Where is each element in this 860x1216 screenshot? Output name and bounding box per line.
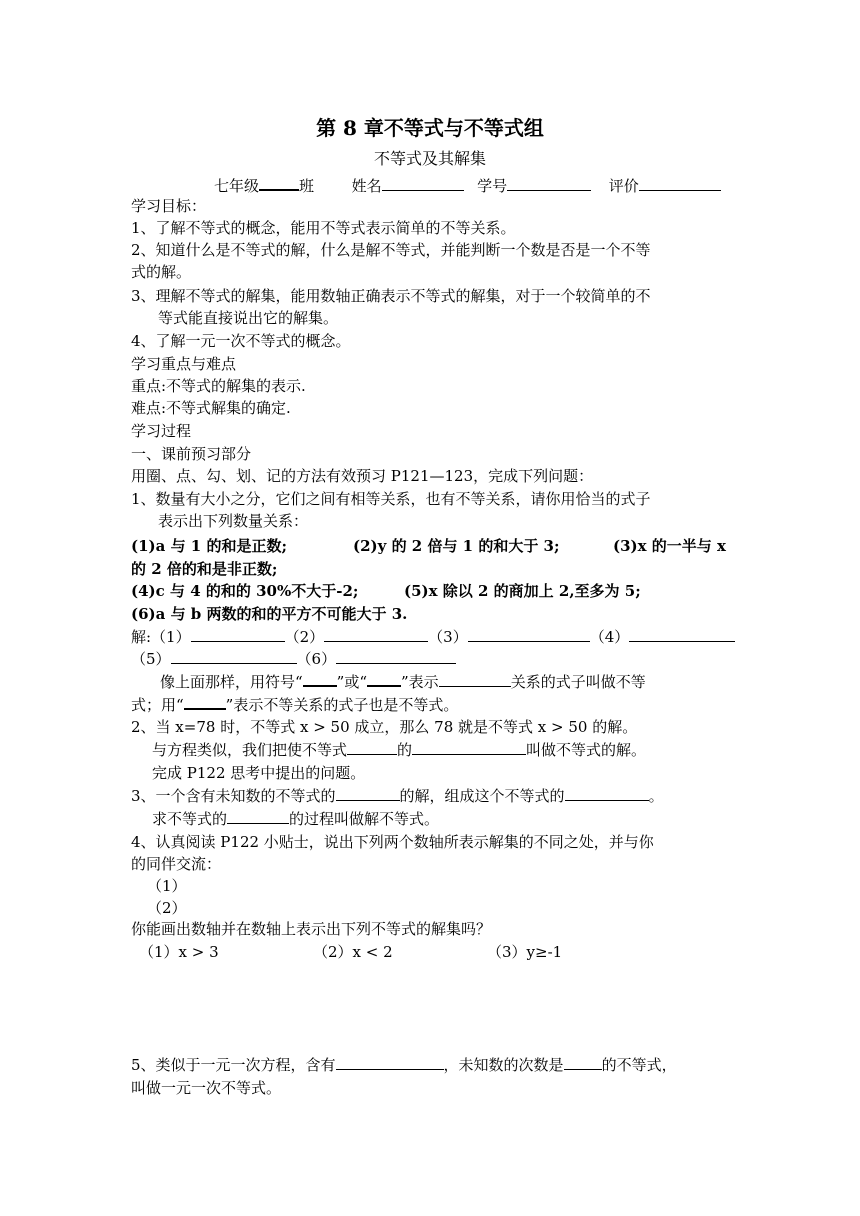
symbol-text-3: ”表示: [401, 673, 439, 691]
page-title: 第 8 章不等式与不等式组: [316, 116, 544, 140]
answer-label-3: （3）: [428, 628, 468, 646]
part-1-heading: 一、课前预习部分: [131, 445, 252, 463]
q5-blank-2[interactable]: [564, 1054, 602, 1070]
q1-item-5: (5)x 除以 2 的商加上 2,至多为 5;: [404, 582, 641, 600]
q3-text-a: 3、一个含有未知数的不等式的: [131, 787, 336, 805]
q5-line-2: 叫做一元一次不等式。: [131, 1079, 282, 1097]
answer-label-5: （5）: [131, 650, 171, 668]
q2-text-b: 的: [397, 741, 413, 759]
goals-heading: 学习目标：: [131, 197, 207, 215]
answer-blank-5[interactable]: [171, 648, 297, 664]
answer-blank-2[interactable]: [324, 626, 428, 642]
q5-text-b: ，未知数的次数是: [443, 1056, 564, 1074]
q3-line-1: [131, 785, 664, 807]
q3-text-d: 求不等式的: [152, 810, 228, 828]
symbol-text-4: 关系的式子叫做不等: [510, 673, 646, 691]
id-blank[interactable]: [507, 175, 591, 191]
symbol-text-2: ”或“: [336, 673, 368, 691]
q3-text-e: 的过程叫做解不等式。: [289, 810, 440, 828]
grade-label: 七年级: [214, 177, 260, 195]
q2-text-c: 叫做不等式的解。: [526, 741, 647, 759]
goal-2-cont: 式的解。: [131, 263, 192, 281]
symbol-text-6: ”表示不等关系的式子也是不等式。: [225, 696, 459, 714]
q5-line-1: [131, 1054, 677, 1076]
q1-item-3-cont: 的 2 倍的和是非正数;: [131, 560, 278, 578]
q1-item-4: (4)c 与 4 的和的 30%不大于-2;: [131, 582, 359, 600]
answer-label-4: （4）: [589, 628, 630, 646]
q3-text-c: 。: [648, 787, 664, 805]
focus-hard: 难点:不等式解集的确定.: [131, 399, 291, 417]
q1-item-6: (6)a 与 b 两数的和的平方不可能大于 3.: [131, 605, 408, 623]
focus-key: 重点:不等式的解集的表示.: [131, 377, 306, 395]
q3-blank-1[interactable]: [336, 785, 400, 801]
q5-blank-1[interactable]: [336, 1054, 444, 1070]
goal-3-cont: 等式能直接说出它的解集。: [158, 309, 339, 327]
symbol-sentence-line-2: [131, 693, 458, 716]
q1-line-1: 1、数量有大小之分，它们之间有相等关系，也有不等关系，请你用恰当的式子: [131, 490, 651, 508]
q1-line-2: 表示出下列数量关系：: [158, 512, 309, 530]
q1-item-3: (3)x 的一半与 x: [613, 537, 726, 555]
q4-exercise-3: （3）y≥-1: [487, 943, 563, 961]
symbol-sentence-line-1: [160, 670, 646, 693]
q2-line-2: [152, 739, 646, 761]
student-info-line: [214, 174, 721, 197]
q1-answers-line-2: [131, 648, 456, 670]
class-label: 班: [299, 177, 315, 195]
symbol-text-5: 式；用“: [131, 696, 184, 714]
goal-2: 2、知道什么是不等式的解，什么是解不等式，并能判断一个数是否是一个不等: [131, 241, 651, 259]
q1-item-2: (2)y 的 2 倍与 1 的和大于 3;: [353, 537, 560, 555]
q1-answers-line-1: [131, 626, 735, 648]
q3-text-b: 的解，组成这个不等式的: [399, 787, 565, 805]
goal-3: 3、理解不等式的解集，能用数轴正确表示不等式的解集，对于一个较简单的不: [131, 287, 651, 305]
name-blank[interactable]: [382, 175, 464, 191]
q4-exercise-1: （1）x > 3: [139, 943, 219, 961]
q5-text-a: 5、类似于一元一次方程，含有: [131, 1056, 336, 1074]
preview-intro: 用圈、点、勾、划、记的方法有效预习 P121—123，完成下列问题：: [131, 467, 594, 485]
answer-blank-4[interactable]: [629, 626, 735, 642]
q4-exercise-2: （2）x < 2: [313, 943, 393, 961]
answer-label-6: （6）: [296, 650, 337, 668]
eval-label: 评价: [608, 177, 639, 195]
answer-label-2: （2）: [284, 628, 325, 646]
goal-1: 1、了解不等式的概念，能用不等式表示简单的不等关系。: [131, 219, 516, 237]
q5-text-c: 的不等式，: [601, 1056, 677, 1074]
q4-part-1: （1）: [147, 877, 187, 895]
q2-line-3: 完成 P122 思考中提出的问题。: [152, 764, 366, 782]
answer-blank-3[interactable]: [468, 626, 590, 642]
focus-heading: 学习重点与难点: [131, 355, 237, 373]
q3-blank-3[interactable]: [227, 808, 289, 824]
q2-text-a: 与方程类似，我们把使不等式: [152, 741, 348, 759]
q2-blank-1[interactable]: [347, 739, 397, 755]
process-heading: 学习过程: [131, 422, 192, 440]
q1-item-1: (1)a 与 1 的和是正数;: [131, 537, 287, 555]
q3-blank-2[interactable]: [565, 785, 649, 801]
name-label: 姓名: [351, 177, 382, 195]
symbol-blank-2[interactable]: [367, 670, 401, 687]
q4-line-1: 4、认真阅读 P122 小贴士，说出下列两个数轴所表示解集的不同之处，并与你: [131, 833, 654, 851]
q2-line-1: 2、当 x=78 时，不等式 x > 50 成立，那么 78 就是不等式 x > 50 的解。: [131, 718, 638, 736]
answer-blank-6[interactable]: [336, 648, 456, 664]
class-blank[interactable]: [259, 174, 299, 191]
eval-blank[interactable]: [639, 175, 721, 191]
page-subtitle: 不等式及其解集: [373, 149, 486, 168]
q4-ask: 你能画出数轴并在数轴上表示出下列不等式的解集吗？: [131, 920, 492, 938]
q4-line-2: 的同伴交流：: [131, 855, 222, 873]
id-label: 学号: [477, 177, 508, 195]
answer-label-1: 解:（1）: [131, 628, 191, 646]
symbol-text-1: 像上面那样，用符号“: [160, 673, 303, 691]
q2-blank-2[interactable]: [412, 739, 526, 755]
symbol-blank-3[interactable]: [184, 693, 226, 710]
relation-blank[interactable]: [439, 671, 511, 687]
q4-part-2: （2）: [147, 899, 187, 917]
answer-blank-1[interactable]: [191, 626, 285, 642]
goal-4: 4、了解一元一次不等式的概念。: [131, 332, 351, 350]
symbol-blank-1[interactable]: [303, 670, 337, 687]
q3-line-2: [152, 808, 439, 830]
